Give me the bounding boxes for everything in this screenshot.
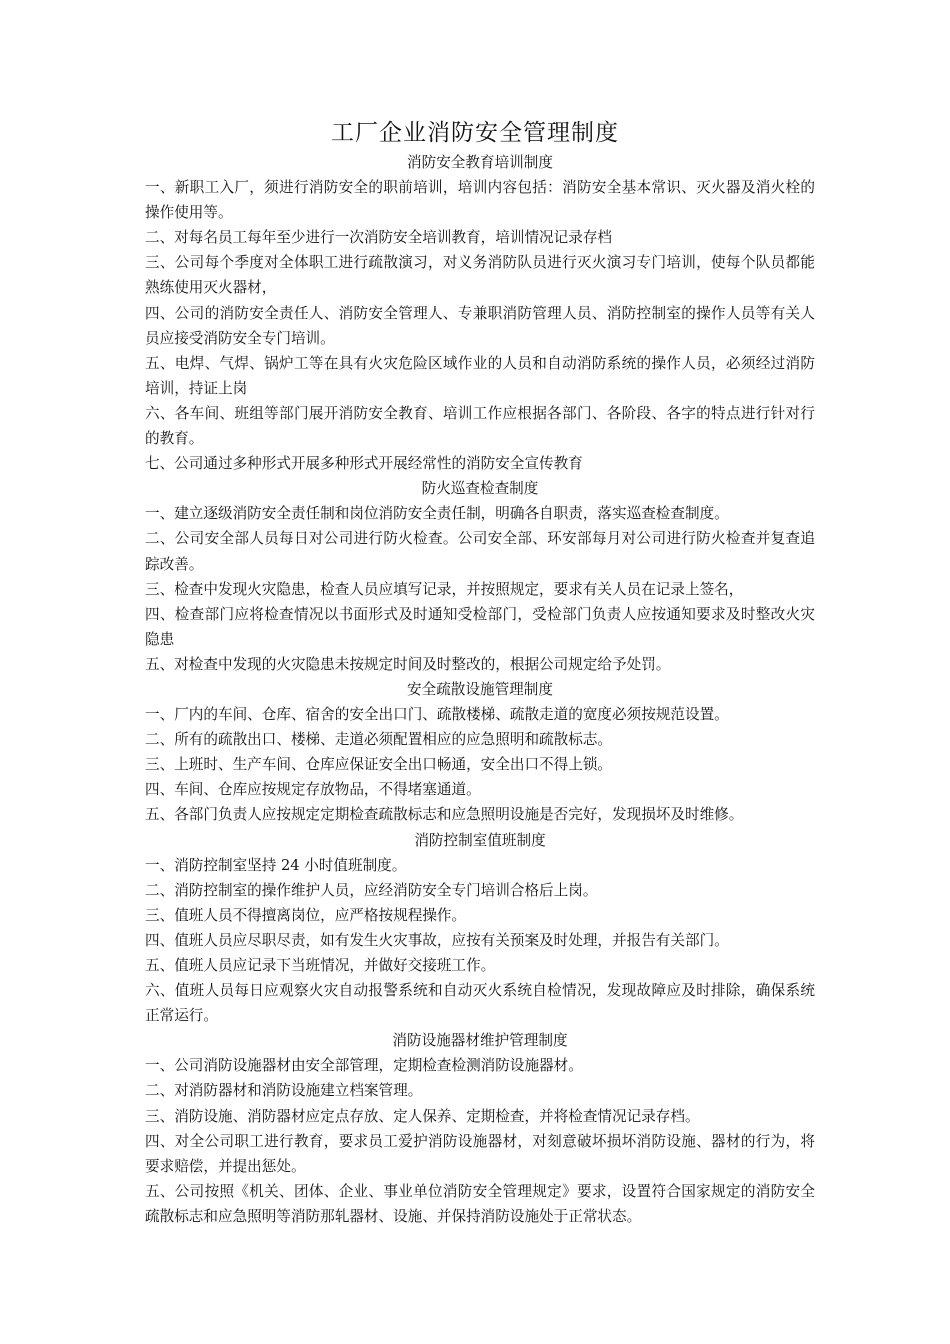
section-item: 四、公司的消防安全责任人、消防安全管理人、专兼职消防管理人员、消防控制室的操作人员等有关人员应接受消防安全专门培训。 [145, 304, 815, 347]
section-item: 三、检查中发现火灾隐患，检查人员应填写记录，并按照规定，要求有关人员在记录上签名， [145, 580, 744, 598]
section-fire-patrol-inspection [145, 476, 815, 677]
section-item: 四、值班人员应尽职尽责，如有发生火灾事故，应按有关预案及时处理，并报告有关部门。 [145, 931, 729, 949]
section-evacuation-facilities [145, 677, 815, 828]
section-item: 三、上班时、生产车间、仓库应保证安全出口畅通，安全出口不得上锁。 [145, 756, 613, 774]
section-item: 一、厂内的车间、仓库、宿舍的安全出口门、疏散楼梯、疏散走道的宽度必须按规范设置。 [145, 706, 729, 724]
section-item: 二、公司安全部人员每日对公司进行防火检查。公司安全部、环安部每月对公司进行防火检查并复查追踪改善。 [145, 530, 815, 573]
section-item: 六、各车间、班组等部门展开消防安全教育、培训工作应根据各部门、各阶段、各字的特点进行针对行的教育。 [145, 404, 815, 448]
section-item: 三、公司每个季度对全体职工进行疏散演习，对义务消防队员进行灭火演习专门培训，使每个队员都能熟练使用灭火器材， [145, 254, 815, 297]
section-item: 五、各部门负责人应按规定定期检查疏散标志和应急照明设施是否完好，发现损坏及时维修。 [145, 806, 744, 824]
section-item: 二、对消防器材和消防设施建立档案管理。 [145, 1082, 423, 1100]
section-title: 安全疏散设施管理制度 [407, 680, 553, 698]
section-item: 三、值班人员不得擅离岗位，应严格按规程操作。 [145, 906, 467, 924]
section-item: 五、对检查中发现的火灾隐患未按规定时间及时整改的，根据公司规定给予处罚。 [145, 655, 671, 673]
section-title: 消防设施器材维护管理制度 [392, 1032, 568, 1050]
section-item: 一、消防控制室坚持 24 小时值班制度。 [145, 856, 407, 874]
section-item: 四、检查部门应将检查情况以书面形式及时通知受检部门，受检部门负责人应按通知要求及时整改火灾隐患 [145, 605, 815, 648]
section-fire-safety-training [145, 150, 815, 476]
section-item: 四、对全公司职工进行教育，要求员工爱护消防设施器材，对刻意破坏损坏消防设施、器材的行为，将要求赔偿，并提出惩处。 [145, 1132, 815, 1175]
section-item: 四、车间、仓库应按规定存放物品，不得堵塞通道。 [145, 781, 481, 799]
document-body [145, 150, 815, 1229]
section-item: 一、公司消防设施器材由安全部管理，定期检查检测消防设施器材。 [145, 1057, 583, 1075]
section-control-room-duty [145, 828, 815, 1029]
section-item: 五、电焊、气焊、锅炉工等在具有火灾危险区域作业的人员和自动消防系统的操作人员，必须经过消防培训，持证上岗 [145, 354, 815, 397]
section-item: 五、公司按照《机关、团体、企业、事业单位消防安全管理规定》要求，设置符合国家规定的消防安全疏散标志和应急照明等消防那轧器材、设施、并保持消防设施处于正常状态。 [145, 1182, 815, 1225]
section-item: 一、建立逐级消防安全责任制和岗位消防安全责任制，明确各自职责，落实巡查检查制度。 [145, 505, 729, 523]
section-item: 七、公司通过多种形式开展多种形式开展经常性的消防安全宣传教育 [145, 455, 583, 473]
section-item: 六、值班人员每日应观察火灾自动报警系统和自动灭火系统自检情况，发现故障应及时排除，确保系统正常运行。 [145, 982, 815, 1025]
document-title: 工厂企业消防安全管理制度 [331, 120, 619, 146]
section-item: 一、新职工入厂，须进行消防安全的职前培训，培训内容包括：消防安全基本常识、灭火器及消火栓的操作使用等。 [145, 179, 815, 222]
section-title: 消防控制室值班制度 [414, 831, 546, 849]
section-title: 防火巡查检查制度 [421, 480, 539, 498]
section-item: 五、值班人员应记录下当班情况，并做好交接班工作。 [145, 957, 496, 974]
section-item: 二、所有的疏散出口、楼梯、走道必须配置相应的应急照明和疏散标志。 [145, 731, 613, 749]
section-item: 二、对每名员工每年至少进行一次消防安全培训教育，培训情况记录存档 [145, 229, 613, 247]
section-item: 二、消防控制室的操作维护人员，应经消防安全专门培训合格后上岗。 [145, 881, 598, 899]
section-item: 三、消防设施、消防器材应定点存放、定人保养、定期检查，并将检查情况记录存档。 [145, 1107, 700, 1125]
section-equipment-maintenance [145, 1028, 815, 1229]
section-title: 消防安全教育培训制度 [407, 154, 553, 171]
